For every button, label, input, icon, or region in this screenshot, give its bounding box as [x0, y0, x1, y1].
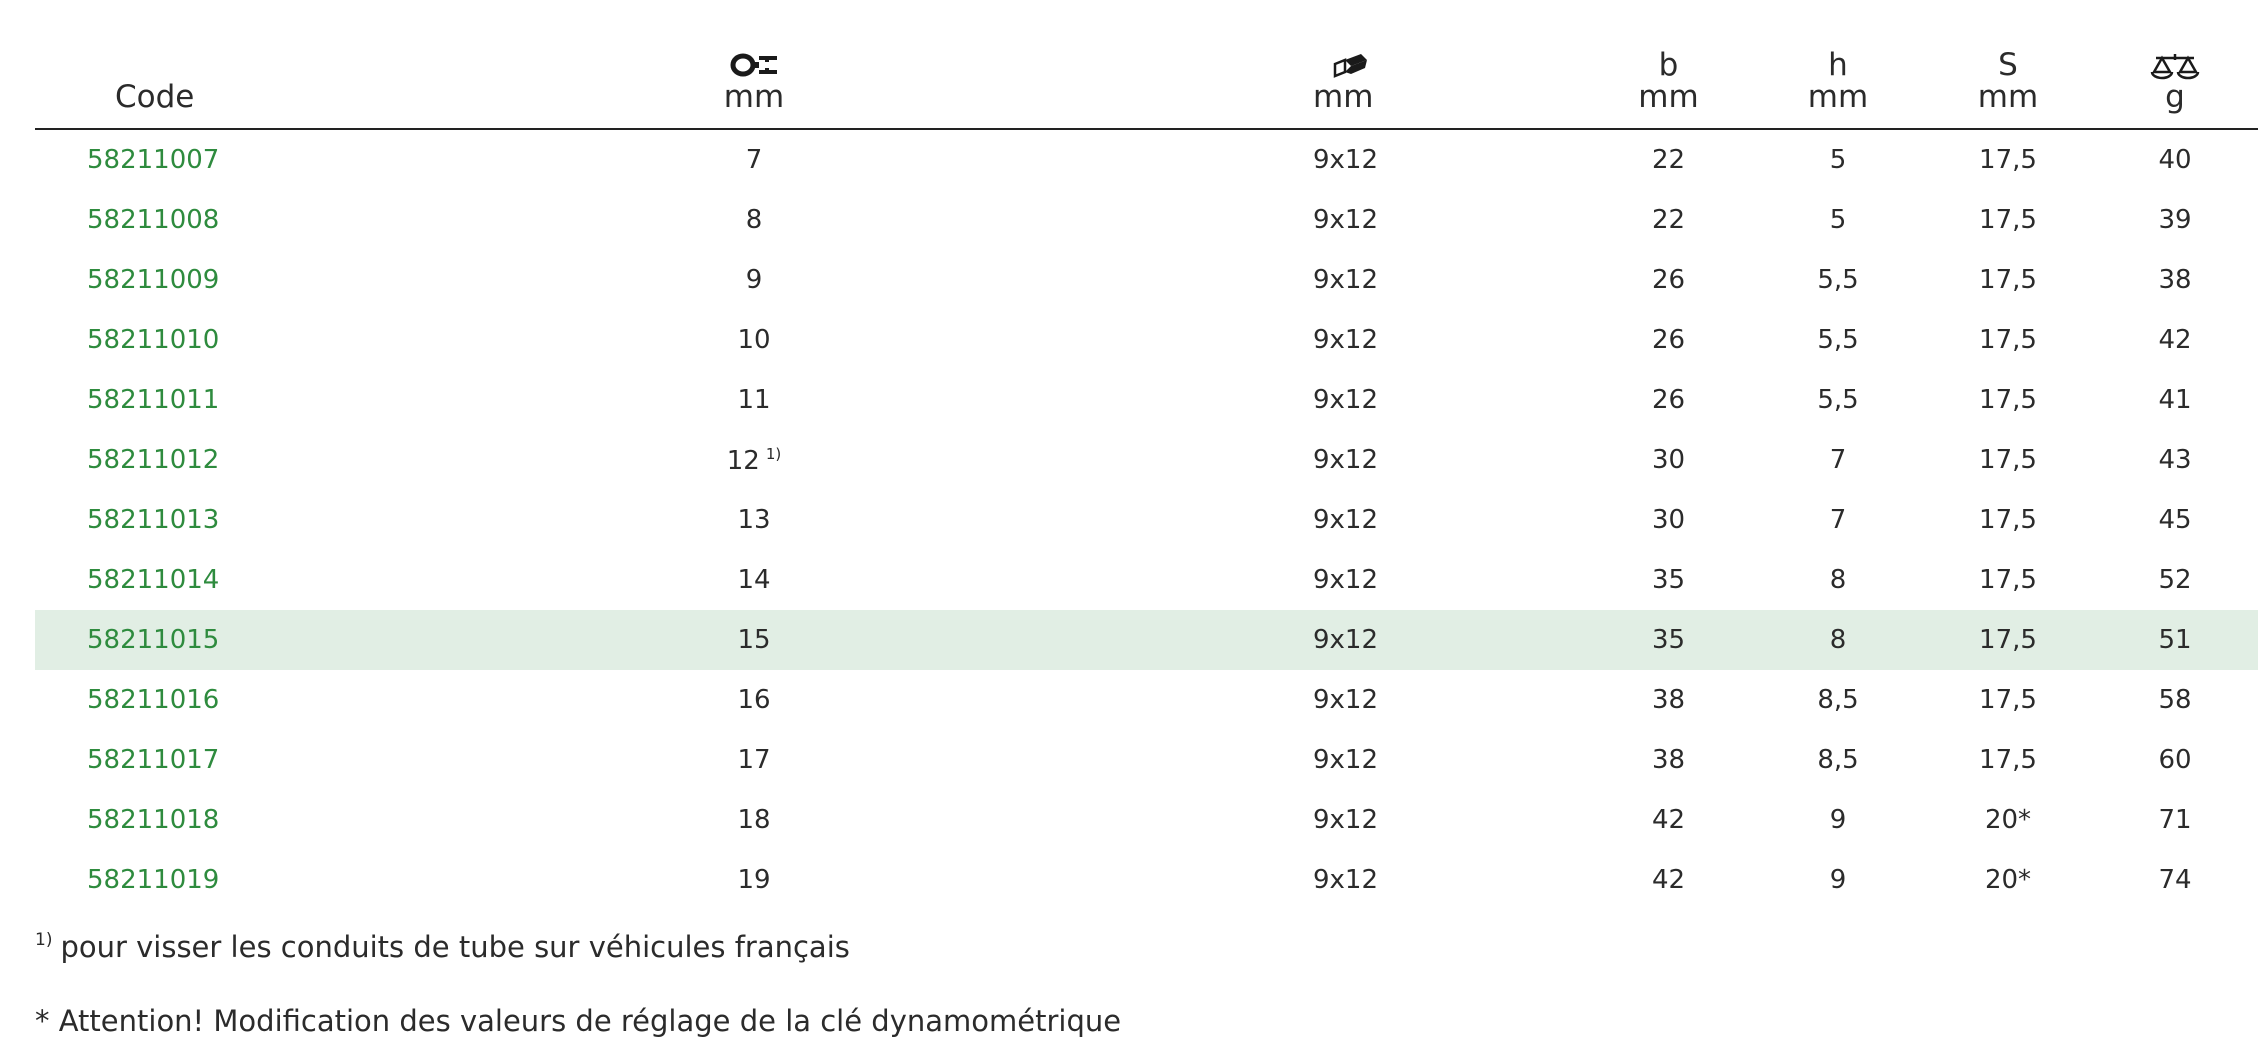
cell-b	[1585, 129, 1752, 190]
cell-h-text: 8	[1829, 625, 1847, 655]
cell-size	[505, 790, 1003, 850]
cell-drive-text: 9x12	[1313, 205, 1379, 235]
cell-drive	[1003, 550, 1585, 610]
product-table	[35, 0, 2258, 910]
code-link[interactable]: 58211016	[87, 685, 220, 715]
cell-size-text: 13	[737, 505, 771, 535]
cell-s	[1924, 490, 2092, 550]
cell-s-text: 20*	[1984, 865, 2032, 895]
header-weight-unit: g	[2092, 80, 2258, 129]
cell-size	[505, 310, 1003, 370]
cell-b-text: 42	[1651, 805, 1686, 835]
cell-s	[1924, 610, 2092, 670]
cell-size-text: 7	[745, 145, 763, 175]
cell-weight	[2092, 310, 2258, 370]
cell-b	[1585, 850, 1752, 910]
cell-weight	[2092, 730, 2258, 790]
code-link[interactable]: 58211015	[87, 625, 220, 655]
cell-h	[1752, 670, 1924, 730]
cell-b-text: 22	[1651, 145, 1686, 175]
header-b-label: b	[1658, 47, 1679, 83]
cell-size-text: 17	[737, 745, 771, 775]
cell-size-text: 15	[737, 625, 771, 655]
table-body	[35, 129, 2258, 910]
cell-b	[1585, 730, 1752, 790]
footnote-1-mark: 1)	[35, 930, 53, 950]
cell-size-text: 10	[737, 325, 771, 355]
cell-weight-text: 45	[2158, 505, 2192, 535]
product-table-container	[35, 0, 2192, 910]
cell-h	[1752, 850, 1924, 910]
cell-s-text: 17,5	[1979, 565, 2037, 595]
table-row[interactable]	[35, 790, 2258, 850]
cell-size	[505, 129, 1003, 190]
cell-b-text: 35	[1651, 565, 1686, 595]
cell-drive-text: 9x12	[1313, 565, 1379, 595]
cell-h	[1752, 430, 1924, 490]
cell-drive	[1003, 730, 1585, 790]
cell-b-text: 38	[1651, 685, 1686, 715]
code-link[interactable]: 58211014	[87, 565, 220, 595]
cell-weight-text: 40	[2158, 145, 2192, 175]
cell-drive	[1003, 430, 1585, 490]
table-row[interactable]	[35, 730, 2258, 790]
cell-drive	[1003, 129, 1585, 190]
cell-size	[505, 490, 1003, 550]
header-code-spacer	[35, 0, 505, 80]
table-header	[35, 0, 2258, 129]
cell-size-text: 12	[726, 445, 760, 476]
cell-size	[505, 670, 1003, 730]
table-row[interactable]	[35, 430, 2258, 490]
header-drive-icon-cell	[1003, 0, 1585, 80]
cell-drive-text: 9x12	[1313, 265, 1379, 295]
cell-b-text: 30	[1651, 445, 1686, 475]
table-row[interactable]	[35, 250, 2258, 310]
code-link[interactable]: 58211013	[87, 505, 220, 535]
cell-drive	[1003, 310, 1585, 370]
cell-drive-text: 9x12	[1313, 505, 1379, 535]
cell-s-text: 17,5	[1979, 205, 2037, 235]
cell-size-text: 18	[737, 805, 771, 835]
cell-size	[505, 730, 1003, 790]
cell-b	[1585, 550, 1752, 610]
cell-weight	[2092, 190, 2258, 250]
table-row[interactable]	[35, 610, 2258, 670]
cell-size	[505, 850, 1003, 910]
cell-s-text: 17,5	[1979, 325, 2037, 355]
cell-s-text: 20*	[1984, 805, 2032, 835]
cell-h-text: 5,5	[1817, 265, 1859, 295]
cell-weight-text: 38	[2158, 265, 2192, 295]
cell-b	[1585, 490, 1752, 550]
cell-b-text: 22	[1651, 205, 1686, 235]
cell-drive-text: 9x12	[1313, 625, 1379, 655]
cell-weight-text: 51	[2158, 625, 2192, 655]
cell-drive	[1003, 490, 1585, 550]
cell-b	[1585, 190, 1752, 250]
table-row[interactable]	[35, 190, 2258, 250]
cell-code[interactable]	[35, 129, 505, 190]
cell-size	[505, 370, 1003, 430]
cell-size-text: 16	[737, 685, 771, 715]
table-row[interactable]	[35, 850, 2258, 910]
header-weight-icon-cell	[2092, 0, 2258, 80]
header-size-icon-cell	[505, 0, 1003, 80]
header-h-label: h	[1828, 47, 1848, 83]
code-link[interactable]: 58211012	[87, 445, 220, 475]
cell-b-text: 26	[1651, 265, 1686, 295]
cell-drive-text: 9x12	[1313, 685, 1379, 715]
cell-h	[1752, 370, 1924, 430]
cell-s-text: 17,5	[1979, 745, 2037, 775]
cell-s-text: 17,5	[1979, 445, 2037, 475]
cell-drive-text: 9x12	[1313, 805, 1379, 835]
cell-size-text: 9	[745, 265, 763, 295]
cell-h-text: 8,5	[1817, 745, 1859, 775]
cell-code[interactable]	[35, 670, 505, 730]
cell-h-text: 7	[1829, 505, 1847, 535]
cell-h-text: 5	[1829, 145, 1847, 175]
cell-s-text: 17,5	[1979, 265, 2037, 295]
cell-h	[1752, 550, 1924, 610]
cell-b	[1585, 610, 1752, 670]
size-footnote-mark: 1)	[765, 444, 782, 463]
cell-b-text: 35	[1651, 625, 1686, 655]
code-link[interactable]: 58211008	[87, 205, 220, 235]
cell-s-text: 17,5	[1979, 385, 2037, 415]
cell-weight-text: 39	[2158, 205, 2192, 235]
cell-drive-text: 9x12	[1313, 325, 1379, 355]
cell-code[interactable]	[35, 610, 505, 670]
cell-b	[1585, 310, 1752, 370]
cell-b	[1585, 790, 1752, 850]
table-row[interactable]	[35, 550, 2258, 610]
footnote-2	[35, 1001, 1121, 1041]
cell-size	[505, 550, 1003, 610]
cell-code[interactable]	[35, 550, 505, 610]
footnote-2-text: * Attention! Modification des valeurs de réglage de la clé dynamométrique	[35, 1004, 1122, 1038]
cell-size	[505, 430, 1003, 490]
header-s-unit: mm	[1924, 80, 2092, 129]
cell-drive-text: 9x12	[1313, 445, 1379, 475]
cell-b-text: 42	[1651, 865, 1686, 895]
cell-drive	[1003, 610, 1585, 670]
cell-b-text: 38	[1651, 745, 1686, 775]
cell-s	[1924, 190, 2092, 250]
cell-drive	[1003, 670, 1585, 730]
cell-drive	[1003, 370, 1585, 430]
code-link[interactable]: 58211019	[87, 865, 220, 895]
cell-drive-text: 9x12	[1313, 865, 1379, 895]
cell-b-text: 26	[1651, 385, 1686, 415]
header-b-unit: mm	[1585, 80, 1752, 129]
cell-size	[505, 250, 1003, 310]
cell-h	[1752, 790, 1924, 850]
code-link[interactable]: 58211010	[87, 325, 220, 355]
cell-weight	[2092, 850, 2258, 910]
cell-h-text: 7	[1829, 445, 1847, 475]
cell-h	[1752, 730, 1924, 790]
cell-h-text: 9	[1829, 805, 1847, 835]
cell-size-text: 14	[737, 565, 771, 595]
cell-code[interactable]	[35, 190, 505, 250]
cell-h	[1752, 129, 1924, 190]
footnote-1	[35, 920, 1121, 967]
cell-s-text: 17,5	[1979, 145, 2037, 175]
cell-weight	[2092, 129, 2258, 190]
cell-weight	[2092, 790, 2258, 850]
cell-b	[1585, 670, 1752, 730]
code-link[interactable]: 58211007	[87, 145, 220, 175]
cell-h	[1752, 190, 1924, 250]
code-link[interactable]: 58211009	[87, 265, 220, 295]
cell-size-text: 11	[737, 385, 771, 415]
footnotes	[35, 920, 1121, 1041]
table-row[interactable]	[35, 129, 2258, 190]
cell-s	[1924, 370, 2092, 430]
table-row[interactable]	[35, 670, 2258, 730]
table-row[interactable]	[35, 370, 2258, 430]
cell-drive	[1003, 850, 1585, 910]
cell-s	[1924, 550, 2092, 610]
cell-s	[1924, 670, 2092, 730]
cell-h	[1752, 250, 1924, 310]
cell-weight	[2092, 430, 2258, 490]
cell-drive	[1003, 250, 1585, 310]
code-link[interactable]: 58211017	[87, 745, 220, 775]
header-size-unit: mm	[505, 80, 1003, 129]
cell-size-text: 8	[745, 205, 763, 235]
cell-size	[505, 610, 1003, 670]
cell-code[interactable]	[35, 430, 505, 490]
cell-h-text: 5,5	[1817, 385, 1859, 415]
cell-weight-text: 52	[2158, 565, 2192, 595]
cell-weight	[2092, 610, 2258, 670]
cell-weight-text: 43	[2158, 445, 2192, 475]
footnote-1-text: pour visser les conduits de tube sur véhicules français	[60, 930, 850, 964]
open-ring-wrench-icon	[729, 50, 779, 80]
cell-weight-text: 74	[2158, 865, 2192, 895]
cell-weight-text: 71	[2158, 805, 2192, 835]
cell-s	[1924, 129, 2092, 190]
cell-drive-text: 9x12	[1313, 145, 1379, 175]
cell-weight-text: 60	[2158, 745, 2192, 775]
cell-s	[1924, 310, 2092, 370]
cell-size-text: 19	[737, 865, 771, 895]
cell-code[interactable]	[35, 850, 505, 910]
balance-scale-icon	[2150, 52, 2200, 80]
cell-code[interactable]	[35, 370, 505, 430]
cell-s	[1924, 850, 2092, 910]
cell-h-text: 5,5	[1817, 325, 1859, 355]
cell-code[interactable]	[35, 730, 505, 790]
table-row[interactable]	[35, 490, 2258, 550]
cell-h	[1752, 310, 1924, 370]
cell-h	[1752, 490, 1924, 550]
cell-drive	[1003, 190, 1585, 250]
cell-b-text: 26	[1651, 325, 1686, 355]
cell-s-text: 17,5	[1979, 625, 2037, 655]
cell-b	[1585, 250, 1752, 310]
header-code-label: Code	[35, 80, 505, 129]
insert-tool-drive-icon	[1331, 50, 1371, 80]
code-link[interactable]: 58211011	[87, 385, 220, 415]
cell-code[interactable]	[35, 250, 505, 310]
header-s-label: S	[1998, 47, 2018, 83]
cell-size	[505, 190, 1003, 250]
code-link[interactable]: 58211018	[87, 805, 220, 835]
cell-h	[1752, 610, 1924, 670]
table-row[interactable]	[35, 310, 2258, 370]
cell-b	[1585, 430, 1752, 490]
cell-weight-text: 42	[2158, 325, 2192, 355]
cell-code[interactable]	[35, 790, 505, 850]
cell-weight-text: 41	[2158, 385, 2192, 415]
header-drive-unit	[1003, 80, 1585, 129]
cell-s-text: 17,5	[1979, 685, 2037, 715]
cell-s	[1924, 250, 2092, 310]
cell-weight	[2092, 490, 2258, 550]
header-h-unit: mm	[1752, 80, 1924, 129]
cell-weight	[2092, 550, 2258, 610]
cell-h-text: 8,5	[1817, 685, 1859, 715]
cell-weight	[2092, 250, 2258, 310]
cell-code[interactable]	[35, 490, 505, 550]
cell-h-text: 8	[1829, 565, 1847, 595]
cell-s	[1924, 790, 2092, 850]
cell-h-text: 9	[1829, 865, 1847, 895]
cell-s	[1924, 730, 2092, 790]
cell-weight	[2092, 370, 2258, 430]
cell-weight	[2092, 670, 2258, 730]
cell-b-text: 30	[1651, 505, 1686, 535]
cell-weight-text: 58	[2158, 685, 2192, 715]
cell-drive-text: 9x12	[1313, 745, 1379, 775]
cell-s-text: 17,5	[1979, 505, 2037, 535]
header-drive-unit-text: mm	[1313, 79, 1374, 115]
cell-code[interactable]	[35, 310, 505, 370]
cell-drive-text: 9x12	[1313, 385, 1379, 415]
cell-s	[1924, 430, 2092, 490]
cell-h-text: 5	[1829, 205, 1847, 235]
cell-b	[1585, 370, 1752, 430]
cell-drive	[1003, 790, 1585, 850]
